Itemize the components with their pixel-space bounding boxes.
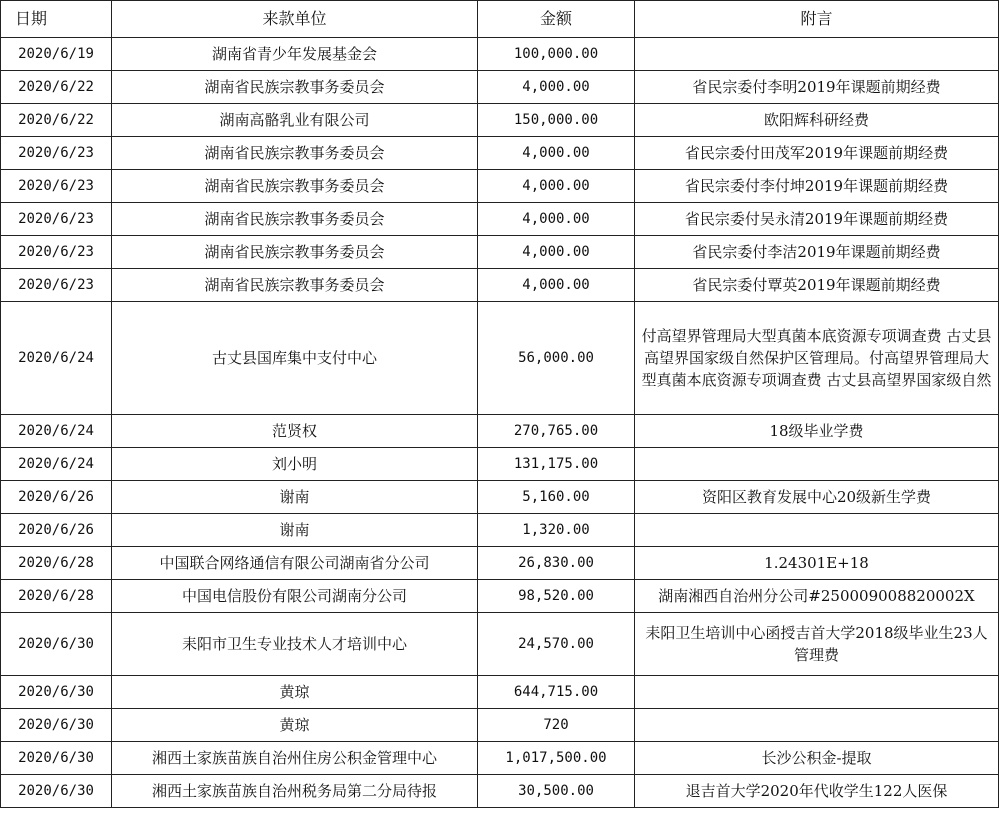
cell-amount: 644,715.00	[478, 676, 635, 709]
cell-note: 长沙公积金-提取	[635, 742, 999, 775]
cell-payer: 湖南省民族宗教事务委员会	[112, 137, 478, 170]
cell-note	[635, 514, 999, 547]
cell-note: 省民宗委付覃英2019年课题前期经费	[635, 269, 999, 302]
cell-note: 欧阳辉科研经费	[635, 104, 999, 137]
cell-date: 2020/6/23	[1, 170, 112, 203]
cell-amount: 24,570.00	[478, 613, 635, 676]
cell-date: 2020/6/26	[1, 481, 112, 514]
cell-date: 2020/6/30	[1, 709, 112, 742]
cell-date: 2020/6/28	[1, 580, 112, 613]
cell-payer: 耒阳市卫生专业技术人才培训中心	[112, 613, 478, 676]
cell-note	[635, 676, 999, 709]
cell-amount: 131,175.00	[478, 448, 635, 481]
cell-payer: 湖南省民族宗教事务委员会	[112, 236, 478, 269]
table-row	[1, 448, 999, 481]
cell-date: 2020/6/23	[1, 137, 112, 170]
table-row	[1, 709, 999, 742]
table-row	[1, 236, 999, 269]
table-row	[1, 580, 999, 613]
table-row	[1, 104, 999, 137]
cell-date: 2020/6/23	[1, 236, 112, 269]
cell-date: 2020/6/19	[1, 38, 112, 71]
cell-payer: 中国联合网络通信有限公司湖南省分公司	[112, 547, 478, 580]
cell-payer: 黄琼	[112, 709, 478, 742]
cell-note: 付高望界管理局大型真菌本底资源专项调查费 古丈县高望界国家级自然保护区管理局。付高望界管理局大型真菌本底资源专项调查费 古丈县高望界国家级自然	[635, 302, 999, 415]
table-row	[1, 547, 999, 580]
cell-date: 2020/6/30	[1, 613, 112, 676]
header-amount: 金额	[478, 1, 635, 38]
header-note: 附言	[635, 1, 999, 38]
cell-date: 2020/6/22	[1, 71, 112, 104]
cell-date: 2020/6/22	[1, 104, 112, 137]
cell-amount: 98,520.00	[478, 580, 635, 613]
cell-amount: 1,320.00	[478, 514, 635, 547]
header-date: 日期	[1, 1, 112, 38]
cell-note: 省民宗委付李付坤2019年课题前期经费	[635, 170, 999, 203]
cell-payer: 范贤权	[112, 415, 478, 448]
table-row	[1, 38, 999, 71]
cell-note: 退吉首大学2020年代收学生122人医保	[635, 775, 999, 808]
cell-note: 省民宗委付田茂军2019年课题前期经费	[635, 137, 999, 170]
cell-payer: 中国电信股份有限公司湖南分公司	[112, 580, 478, 613]
cell-amount: 4,000.00	[478, 71, 635, 104]
table-row	[1, 514, 999, 547]
table-row	[1, 302, 999, 415]
cell-date: 2020/6/30	[1, 676, 112, 709]
table-row	[1, 170, 999, 203]
cell-amount: 30,500.00	[478, 775, 635, 808]
cell-payer: 谢南	[112, 514, 478, 547]
cell-note: 省民宗委付李洁2019年课题前期经费	[635, 236, 999, 269]
table-row	[1, 613, 999, 676]
table-row	[1, 269, 999, 302]
table-body	[1, 38, 999, 808]
table-row	[1, 481, 999, 514]
cell-date: 2020/6/26	[1, 514, 112, 547]
cell-note	[635, 448, 999, 481]
cell-note: 省民宗委付李明2019年课题前期经费	[635, 71, 999, 104]
cell-note	[635, 709, 999, 742]
cell-payer: 湖南省民族宗教事务委员会	[112, 170, 478, 203]
cell-date: 2020/6/23	[1, 269, 112, 302]
table-row	[1, 415, 999, 448]
table-row	[1, 71, 999, 104]
cell-amount: 5,160.00	[478, 481, 635, 514]
cell-amount: 4,000.00	[478, 203, 635, 236]
header-payer: 来款单位	[112, 1, 478, 38]
cell-payer: 刘小明	[112, 448, 478, 481]
table-row	[1, 676, 999, 709]
cell-amount: 150,000.00	[478, 104, 635, 137]
cell-payer: 湘西土家族苗族自治州住房公积金管理中心	[112, 742, 478, 775]
cell-note: 1.24301E+18	[635, 547, 999, 580]
cell-amount: 56,000.00	[478, 302, 635, 415]
cell-amount: 270,765.00	[478, 415, 635, 448]
cell-payer: 黄琼	[112, 676, 478, 709]
cell-date: 2020/6/30	[1, 775, 112, 808]
cell-date: 2020/6/24	[1, 448, 112, 481]
table-row	[1, 137, 999, 170]
cell-note: 耒阳卫生培训中心函授吉首大学2018级毕业生23人管理费	[635, 613, 999, 676]
cell-amount: 1,017,500.00	[478, 742, 635, 775]
cell-date: 2020/6/23	[1, 203, 112, 236]
header-row	[1, 1, 999, 38]
cell-payer: 湖南高骼乳业有限公司	[112, 104, 478, 137]
cell-amount: 100,000.00	[478, 38, 635, 71]
cell-payer: 湖南省民族宗教事务委员会	[112, 71, 478, 104]
table-row	[1, 742, 999, 775]
cell-note: 资阳区教育发展中心20级新生学费	[635, 481, 999, 514]
cell-note: 18级毕业学费	[635, 415, 999, 448]
cell-date: 2020/6/24	[1, 302, 112, 415]
cell-amount: 4,000.00	[478, 170, 635, 203]
cell-note: 省民宗委付吴永清2019年课题前期经费	[635, 203, 999, 236]
cell-amount: 4,000.00	[478, 137, 635, 170]
cell-date: 2020/6/28	[1, 547, 112, 580]
cell-amount: 4,000.00	[478, 269, 635, 302]
cell-payer: 古丈县国库集中支付中心	[112, 302, 478, 415]
table-row	[1, 775, 999, 808]
cell-payer: 湖南省民族宗教事务委员会	[112, 203, 478, 236]
cell-note: 湖南湘西自治州分公司#250009008820002X	[635, 580, 999, 613]
cell-payer: 湖南省民族宗教事务委员会	[112, 269, 478, 302]
cell-payer: 谢南	[112, 481, 478, 514]
cell-payer: 湖南省青少年发展基金会	[112, 38, 478, 71]
table-row	[1, 203, 999, 236]
cell-date: 2020/6/30	[1, 742, 112, 775]
cell-date: 2020/6/24	[1, 415, 112, 448]
cell-amount: 720	[478, 709, 635, 742]
cell-payer: 湘西土家族苗族自治州税务局第二分局待报	[112, 775, 478, 808]
cell-amount: 26,830.00	[478, 547, 635, 580]
cell-note	[635, 38, 999, 71]
cell-amount: 4,000.00	[478, 236, 635, 269]
